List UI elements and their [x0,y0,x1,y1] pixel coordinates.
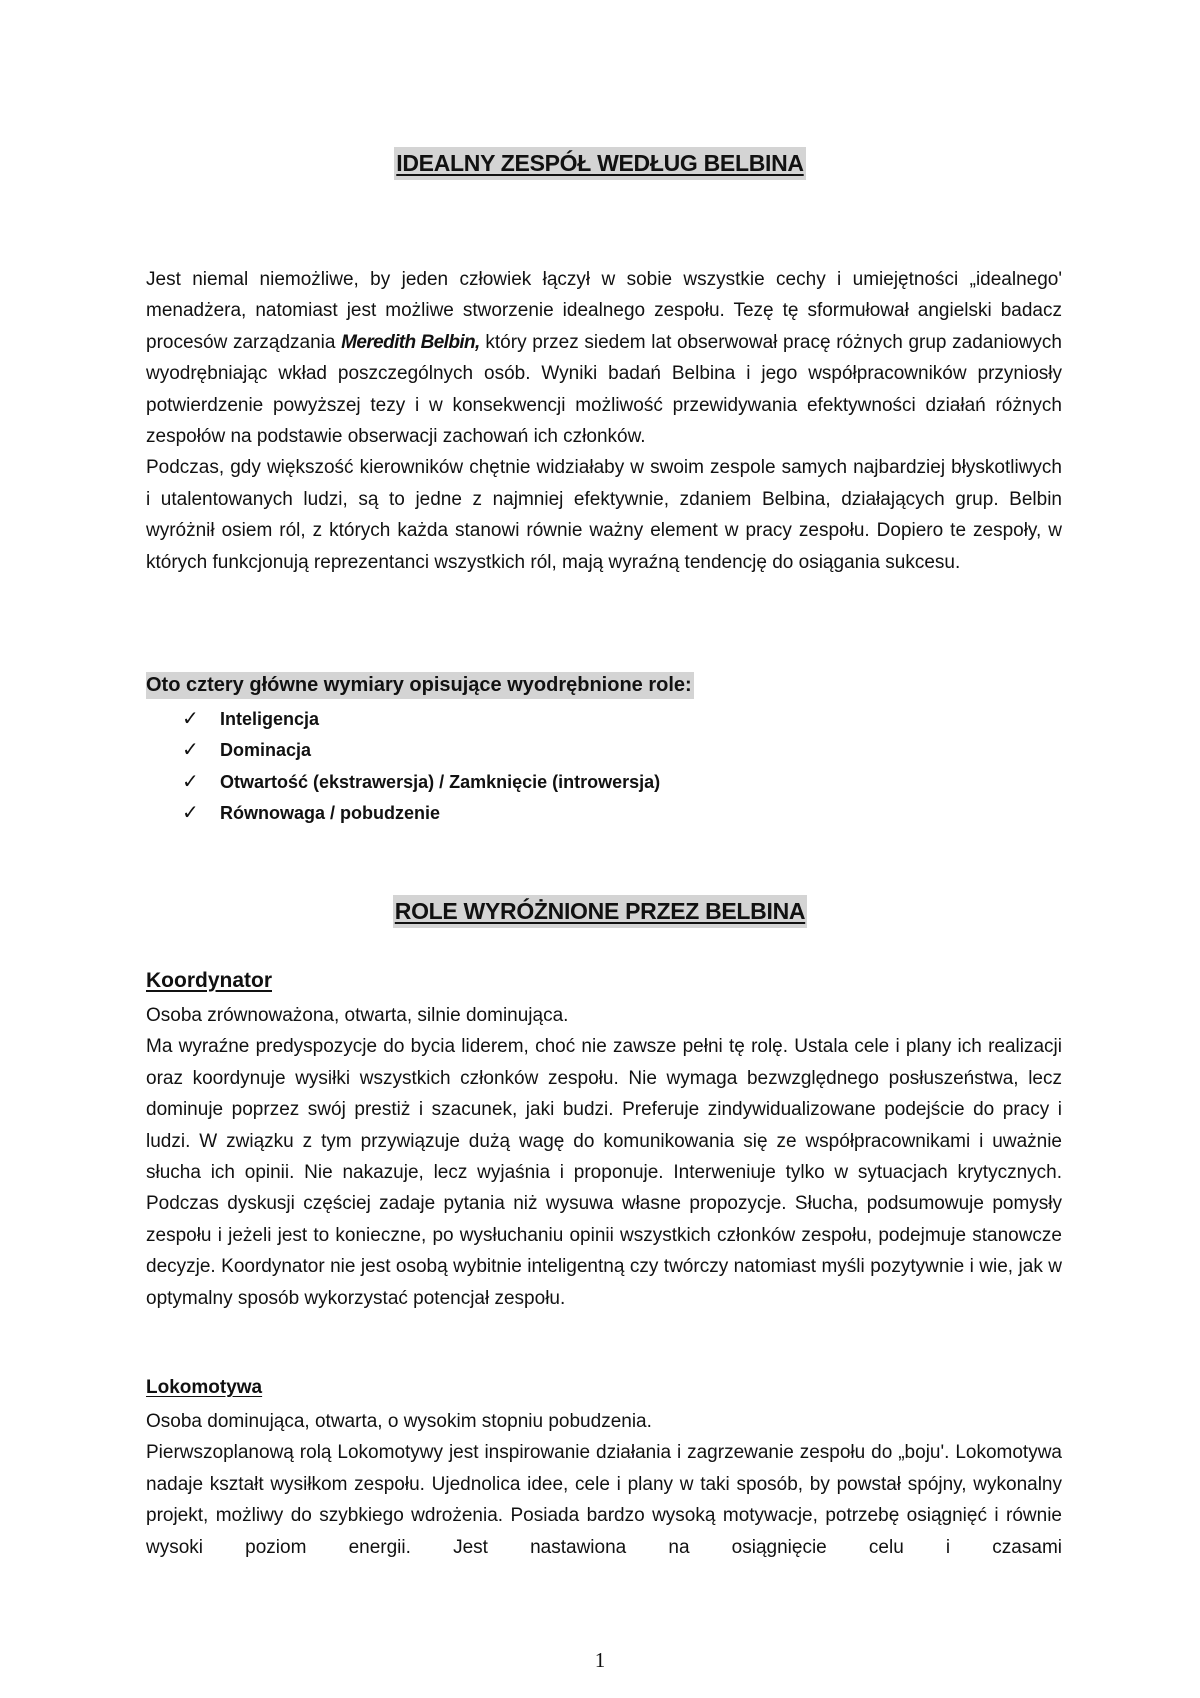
checkmark-icon: ✓ [182,802,199,825]
intro-section [146,264,1062,578]
intro-paragraph-1-end: który przez siedem lat obserwował pracę różnych grup zadaniowych wyodrębniając wkład poszczególnych osób. Wyniki badań Belbina i jego współpracowników przyniosły potwierdzenie powyższej tezy i w konsekwencji możliwość przewidywania efektywności działań różnych zespołów na podstawie obserwacji zachowań ich członków. [146,331,1062,448]
list-item-label: Inteligencja [220,709,320,729]
document-title-text: IDEALNY ZESPÓŁ WEDŁUG BELBINA [394,147,805,180]
list-item [182,704,660,735]
intro-paragraph-1-start: Jest niemal niemożliwe, by jeden człowiek łączył w sobie wszystkie cechy i umiejętności „idealnego' menadżera, natomiast jest możliwe stworzenie idealnego zespołu. Tezę tę sformułował angielski badacz procesów zarządzania [146,269,1062,353]
list-item [182,798,660,829]
list-item-label: Równowaga / pobudzenie [220,803,440,824]
checkmark-icon: ✓ [182,770,199,793]
coordinator-description: Ma wyraźne predyspozycje do bycia liderem, choć nie zawsze pełni tę rolę. Ustala cele i plany ich realizacji oraz koordynuje wysiłki wszystkich członków zespołu. Nie wymaga bezwzględnego posłuszeństwa, lecz dominuje poprzez swój prestiż i szacunek, jaki budzi. Preferuje zindywidualizowane podejście do pracy i ludzi. W związku z tym przywiązuje dużą wagę do komunikowania się ze współpracownikami i uważnie słucha ich opinii. Nie nakazuje, lecz wyjaśnia i proponuje. Interweniuje tylko w sytuacjach krytycznych. Podczas dyskusji częściej zadaje pytania niż wysuwa własne propozycje. Słucha, podsumowuje pomysły zespołu i jeżeli jest to konieczne, po wysłuchaniu opinii wszystkich członków zespołu, podejmuje stanowcze decyzje. Koordynator nie jest osobą wybitnie inteligentną czy twórczy natomiast myśli pozytywnie i wie, jak w optymalny sposób wykorzystać potencjał zespołu. [146,1036,1062,1309]
intro-paragraph-1 [146,264,1062,452]
intro-paragraph-2: Podczas, gdy większość kierowników chętnie widziałaby w swoim zespole samych najbardziej błyskotliwych i utalentowanych ludzi, są to jedne z najmniej efektywnie, zdaniem Belbina, działających grup. Belbin wyróżnił osiem ról, z których każda stanowi równie ważny element w pracy zespołu. Dopiero te zespoły, w których funkcjonują reprezentanci wszystkich ról, mają wyraźną tendencję do osiągania sukcesu. [146,457,1062,573]
dimensions-list [182,704,660,830]
checkmark-icon: ✓ [182,708,199,730]
list-item-label: Dominacja [220,740,312,761]
page-number: 1 [594,1648,606,1672]
locomotive-section [146,1406,1062,1563]
checkmark-icon: ✓ [182,739,199,762]
dimensions-heading-text: Oto cztery główne wymiary opisujące wyodrębnione role: [146,672,694,699]
coordinator-section [146,1000,1062,1314]
list-item [182,735,660,766]
coordinator-summary: Osoba zrównoważona, otwarta, silnie dominująca. [146,1005,569,1026]
locomotive-title: Lokomotywa [146,1377,263,1398]
roles-heading [0,898,1200,925]
locomotive-summary: Osoba dominująca, otwarta, o wysokim stopniu pobudzenia. [146,1411,652,1432]
list-item-label: Otwartość (ekstrawersja) / Zamknięcie (introwersja) [220,771,661,792]
document-title [0,150,1200,177]
roles-heading-text: ROLE WYRÓŻNIONE PRZEZ BELBINA [393,895,807,928]
dimensions-heading [146,674,694,697]
coordinator-title: Koordynator [146,969,272,992]
locomotive-description: Pierwszoplanową rolą Lokomotywy jest inspirowanie działania i zagrzewanie zespołu do „boju'. Lokomotywa nadaje kształt wysiłkom zespołu. Ujednolica idee, cele i plany w taki sposób, by powstał spójny, wykonalny projekt, możliwy do szybkiego wdrożenia. Posiada bardzo wysoką motywacje, potrzebę osiągnięć i równie wysoki poziom energii. Jest nastawiona na osiągnięcie celu i czasami [146,1442,1062,1558]
author-name: Meredith Belbin, [341,331,480,353]
list-item [182,767,660,798]
